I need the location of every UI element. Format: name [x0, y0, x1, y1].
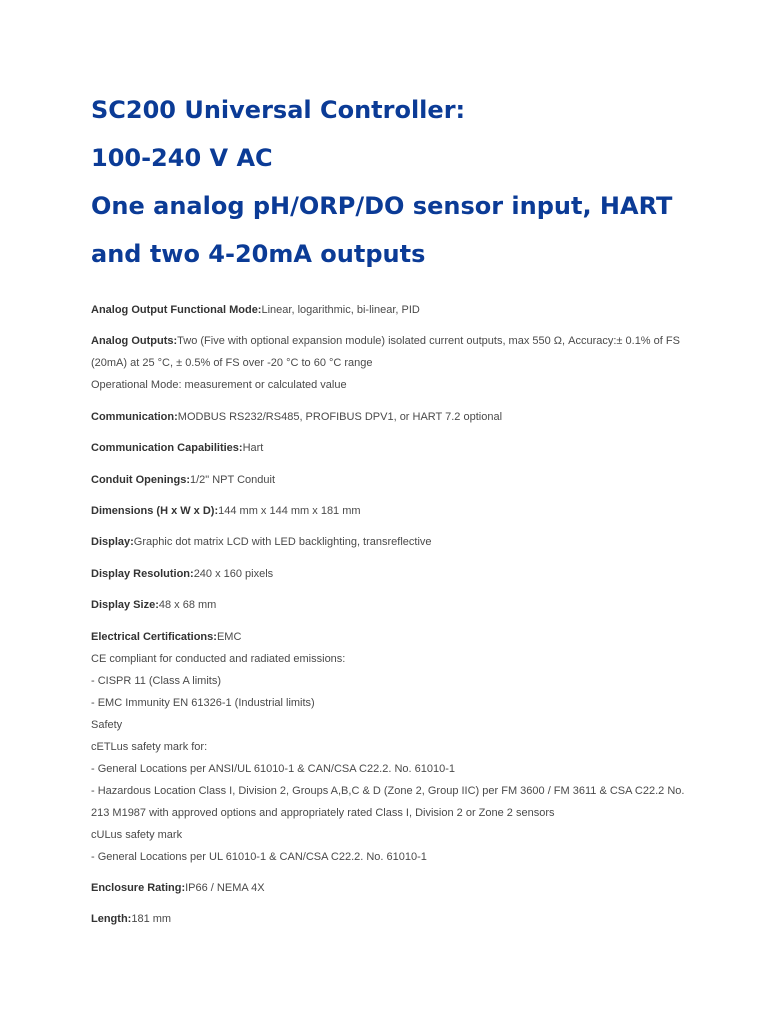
spec-value: IP66 / NEMA 4X [185, 881, 265, 894]
spec-item [91, 531, 691, 553]
spec-item [91, 594, 691, 616]
spec-detail-line: - EMC Immunity EN 61326-1 (Industrial limits) [91, 696, 315, 709]
spec-item [91, 563, 691, 585]
spec-item [91, 908, 691, 930]
document-title [91, 86, 691, 278]
spec-item [91, 469, 691, 491]
spec-item [91, 299, 691, 321]
spec-value: 1/2" NPT Conduit [189, 473, 276, 486]
spec-value: 48 x 68 mm [158, 599, 217, 612]
spec-label: Dimensions (H x W x D): [91, 504, 219, 517]
spec-detail-line: - CISPR 11 (Class A limits) [91, 674, 221, 687]
spec-item [91, 437, 691, 459]
spec-value: Linear, logarithmic, bi-linear, PID [261, 304, 420, 316]
spec-label: Conduit Openings: [91, 473, 190, 486]
spec-label: Enclosure Rating: [91, 881, 186, 894]
spec-detail-line: CE compliant for conducted and radiated emissions: [91, 652, 346, 665]
spec-value: EMC [216, 630, 242, 643]
spec-item [91, 330, 691, 396]
document-page [91, 86, 691, 940]
spec-detail-line: Operational Mode: measurement or calculated value [91, 379, 347, 392]
spec-label: Length: [91, 913, 132, 926]
spec-item [91, 626, 691, 868]
spec-label: Analog Output Functional Mode: [91, 304, 262, 316]
title-line-1: SC200 Universal Controller: [91, 96, 466, 124]
spec-list [91, 299, 691, 930]
spec-detail-line: cULus safety mark [91, 828, 183, 841]
spec-detail-line: cETLus safety mark for: [91, 740, 208, 753]
spec-detail-line: - Hazardous Location Class I, Division 2, Groups A,B,C & D (Zone 2, Group IIC) per FM 3600 / FM 3611 & CSA C22.2 No. 213 M1987 with approved options and appropriately rated Class I, Division 2 or Zone 2 sensors [91, 784, 685, 819]
spec-detail-line: - General Locations per UL 61010-1 & CAN/CSA C22.2. No. 61010-1 [91, 850, 427, 863]
spec-value: Hart [242, 442, 264, 455]
spec-value: MODBUS RS232/RS485, PROFIBUS DPV1, or HART 7.2 optional [177, 410, 503, 423]
spec-value: 144 mm x 144 mm x 181 mm [218, 504, 361, 517]
title-line-3: One analog pH/ORP/DO sensor input, HART [91, 192, 673, 220]
spec-detail-line: - General Locations per ANSI/UL 61010-1 & CAN/CSA C22.2. No. 61010-1 [91, 762, 456, 775]
spec-label: Display Size: [91, 599, 159, 612]
spec-item [91, 406, 691, 428]
spec-value: Graphic dot matrix LCD with LED backlighting, transreflective [133, 536, 432, 549]
spec-detail-line: Safety [91, 718, 123, 731]
spec-item [91, 500, 691, 522]
spec-value: 240 x 160 pixels [193, 567, 274, 580]
spec-label: Communication Capabilities: [91, 442, 243, 455]
spec-label: Electrical Certifications: [91, 630, 217, 643]
spec-value: Two (Five with optional expansion module) isolated current outputs, max 550 Ω, Accuracy:± 0.1% of FS (20mA) at 25 °C, ± 0.5% of FS over -20 °C to 60 °C range [91, 335, 680, 370]
spec-label: Display Resolution: [91, 567, 194, 580]
spec-label: Analog Outputs: [91, 335, 178, 348]
spec-value: 181 mm [131, 913, 172, 926]
spec-item [91, 877, 691, 899]
spec-label: Display: [91, 536, 134, 549]
title-line-2: 100-240 V AC [91, 144, 273, 172]
spec-label: Communication: [91, 410, 178, 423]
title-line-4: and two 4-20mA outputs [91, 240, 426, 268]
